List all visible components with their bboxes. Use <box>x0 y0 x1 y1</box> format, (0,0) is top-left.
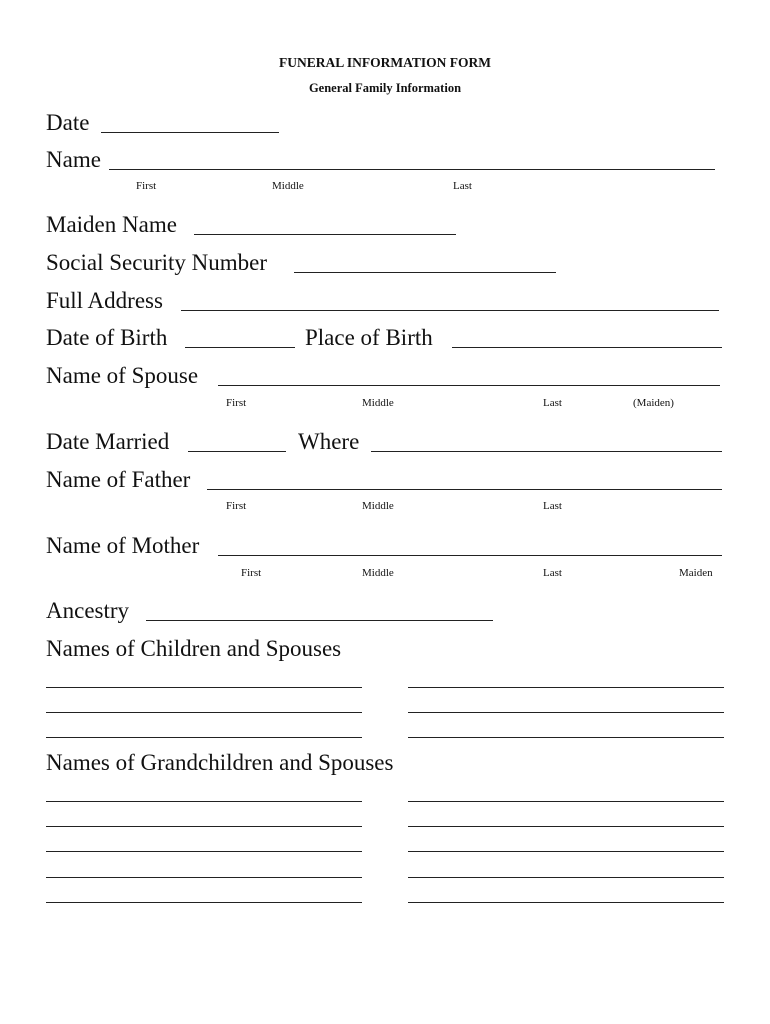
grandchild-line[interactable] <box>46 902 362 903</box>
maiden-name-field[interactable] <box>194 234 456 235</box>
grandchild-line[interactable] <box>408 902 724 903</box>
place-of-birth-field[interactable] <box>452 347 722 348</box>
ssn-label: Social Security Number <box>46 250 268 275</box>
spouse-label: Name of Spouse <box>46 363 199 388</box>
spouse-last-sublabel: Last <box>543 397 562 409</box>
birth-row <box>46 323 726 353</box>
grandchild-line[interactable] <box>46 801 362 802</box>
ssn-row <box>46 248 566 278</box>
child-line[interactable] <box>408 687 724 688</box>
father-last-sublabel: Last <box>543 500 562 512</box>
date-field[interactable] <box>101 132 279 133</box>
name-field[interactable] <box>109 169 715 170</box>
mother-first-sublabel: First <box>241 567 262 579</box>
date-of-birth-label: Date of Birth <box>46 325 168 350</box>
name-middle-sublabel: Middle <box>272 180 304 192</box>
child-line[interactable] <box>46 712 362 713</box>
child-line[interactable] <box>46 737 362 738</box>
spouse-field[interactable] <box>218 385 720 386</box>
form-title: FUNERAL INFORMATION FORM <box>279 55 491 70</box>
form-subtitle: General Family Information <box>308 81 462 95</box>
grandchild-line[interactable] <box>408 851 724 852</box>
mother-middle-sublabel: Middle <box>362 567 394 579</box>
grandchild-line[interactable] <box>408 801 724 802</box>
father-first-sublabel: First <box>226 500 247 512</box>
maiden-name-row <box>46 210 466 240</box>
date-of-birth-field[interactable] <box>185 347 295 348</box>
mother-row <box>46 531 726 561</box>
marriage-row <box>46 427 726 457</box>
date-label: Date <box>46 110 90 135</box>
grandchild-line[interactable] <box>46 877 362 878</box>
grandchildren-heading: Names of Grandchildren and Spouses <box>46 750 394 775</box>
child-line[interactable] <box>408 737 724 738</box>
grandchild-line[interactable] <box>408 826 724 827</box>
mother-last-sublabel: Last <box>543 567 562 579</box>
full-address-field[interactable] <box>181 310 719 311</box>
where-field[interactable] <box>371 451 722 452</box>
date-row <box>46 108 286 138</box>
where-label: Where <box>298 429 360 454</box>
mother-field[interactable] <box>218 555 722 556</box>
child-line[interactable] <box>408 712 724 713</box>
place-of-birth-label: Place of Birth <box>305 325 433 350</box>
name-row <box>46 145 726 175</box>
father-middle-sublabel: Middle <box>362 500 394 512</box>
spouse-maiden-sublabel: (Maiden) <box>633 397 674 409</box>
name-last-sublabel: Last <box>453 180 472 192</box>
spouse-first-sublabel: First <box>226 397 247 409</box>
father-label: Name of Father <box>46 467 191 492</box>
spouse-middle-sublabel: Middle <box>362 397 394 409</box>
name-first-sublabel: First <box>136 180 157 192</box>
ancestry-row <box>46 596 506 626</box>
spouse-row <box>46 361 726 391</box>
date-married-field[interactable] <box>188 451 286 452</box>
full-address-label: Full Address <box>46 288 163 313</box>
grandchildren-heading-row <box>46 748 546 778</box>
ancestry-label: Ancestry <box>46 598 130 623</box>
grandchild-line[interactable] <box>408 877 724 878</box>
child-line[interactable] <box>46 687 362 688</box>
grandchild-line[interactable] <box>46 826 362 827</box>
father-row <box>46 465 726 495</box>
date-married-label: Date Married <box>46 429 170 454</box>
grandchild-line[interactable] <box>46 851 362 852</box>
children-heading: Names of Children and Spouses <box>46 636 342 661</box>
children-heading-row <box>46 634 546 664</box>
name-label: Name <box>46 147 101 172</box>
ssn-field[interactable] <box>294 272 556 273</box>
ancestry-field[interactable] <box>146 620 493 621</box>
mother-maiden-sublabel: Maiden <box>679 567 713 579</box>
full-address-row <box>46 286 726 316</box>
father-field[interactable] <box>207 489 722 490</box>
maiden-name-label: Maiden Name <box>46 212 177 237</box>
mother-label: Name of Mother <box>46 533 200 558</box>
